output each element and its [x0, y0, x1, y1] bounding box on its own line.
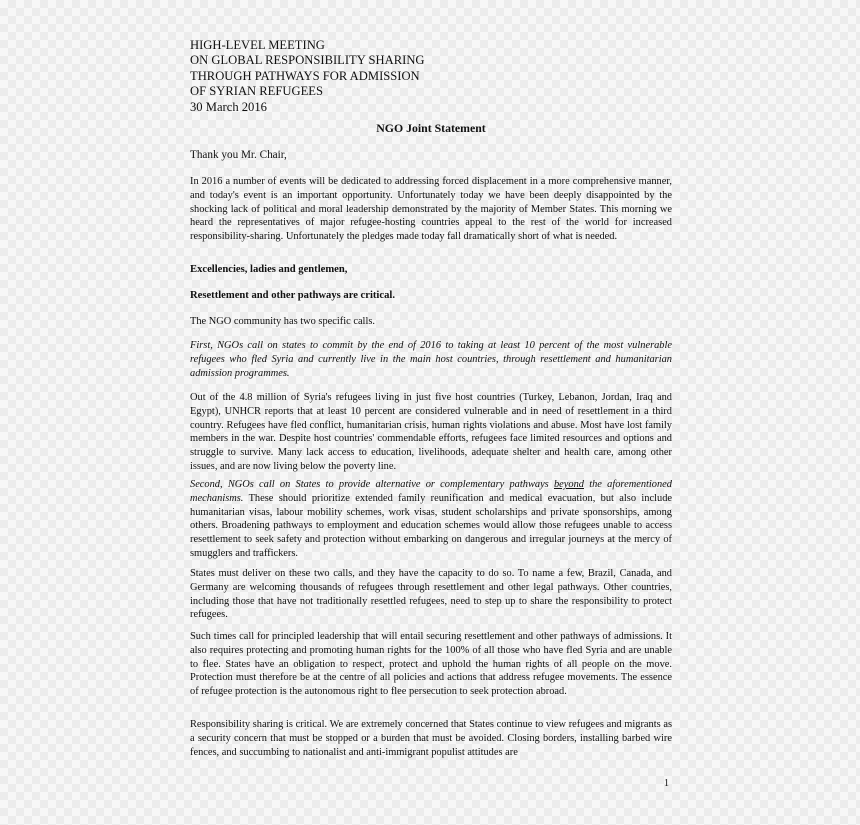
- resettlement-heading: Resettlement and other pathways are critical.: [190, 290, 395, 301]
- document-title: NGO Joint Statement: [376, 121, 486, 135]
- paragraph-second-call: [190, 478, 672, 561]
- paragraph-intro: In 2016 a number of events will be dedicated to addressing forced displacement in a more comprehensive manner, and today's event is an important opportunity. Unfortunately today we have been deeply disappointed by the shocking lack of political and moral leadership demonstrated by the majority of Member States. This morning we heard the representatives of major refugee-hosting countries appeal to the rest of the world for increased responsibility-sharing. Unfortunately the pledges made today fall dramatically short of what is needed.: [190, 176, 672, 243]
- paragraph-responsibility: Responsibility sharing is critical. We are extremely concerned that States continue to view refugees and migrants as a security concern that must be stopped or a burden that must be avoided. Closing borders, installing barbed wire fences, and succumbing to nationalist and anti-immigrant populist attitudes are: [190, 719, 672, 758]
- greeting: Thank you Mr. Chair,: [190, 149, 287, 161]
- second-call-underlined: beyond: [553, 479, 584, 490]
- paragraph-two-calls: The NGO community has two specific calls.: [190, 316, 375, 327]
- second-call-trail: the aforementioned mechanisms.: [190, 479, 672, 504]
- paragraph-such-times: Such times call for principled leadership that will entail securing resettlement and other pathways of admissions. It also requires protecting and promoting human rights for the 100% of all those who have fled Syria and are unable to flee. States have an obligation to respect, protect and uphold the human rights of all people on the move. Protection must therefore be at the centre of all policies and actions that address refugee movements. The essence of refugee protection is the autonomous right to flee persecution to seek protection abroad.: [190, 631, 672, 698]
- second-call-lead: Second, NGOs call on States to provide alternative or complementary pathways: [190, 479, 554, 490]
- page-number: 1: [664, 778, 669, 789]
- paragraph-states-must: States must deliver on these two calls, and they have the capacity to do so. To name a few, Brazil, Canada, and Germany are welcoming thousands of refugees through resettlement and other legal pathways. Other countries, including those that have not traditionally resettled refugees, need to step up to share the responsibility to protect refugees.: [190, 568, 672, 621]
- header-line-4: OF SYRIAN REFUGEES: [190, 84, 323, 99]
- header-date: 30 March 2016: [190, 99, 267, 114]
- paragraph-out-of: Out of the 4.8 million of Syria's refugees living in just five host countries (Turkey, Lebanon, Jordan, Iraq and Egypt), UNHCR reports that at least 10 percent are considered vulnerable and in need of resettlement in a third country. Refugees have fled conflict, humanitarian crisis, human rights violations and abuse. Most have lost family members in the war. Despite host countries' commendable efforts, refugees face limited resources and options and struggle to survive. Many lack access to education, livelihoods, adequate shelter and health care, among other issues, and are now living below the poverty line.: [190, 392, 672, 472]
- paragraph-first-call: First, NGOs call on states to commit by the end of 2016 to taking at least 10 percent of the most vulnerable refugees who fled Syria and currently live in the main host countries, through resettlement and humanitarian admission programmes.: [190, 340, 672, 379]
- header-line-1: HIGH-LEVEL MEETING: [190, 38, 325, 52]
- meeting-header: [190, 38, 425, 115]
- header-line-2: ON GLOBAL RESPONSIBILITY SHARING: [190, 53, 425, 68]
- second-call-rest: These should prioritize extended family reunification and medical evacuation, but also include humanitarian visas, labour mobility schemes, work visas, student scholarships and private sponsorships, among others. Broadening pathways to employment and education schemes would allow those refugees unable to access resettlement to seek safety and protection without embarking on dangerous and irregular journeys at the mercy of smugglers and traffickers.: [190, 492, 672, 559]
- header-line-3: THROUGH PATHWAYS FOR ADMISSION: [190, 68, 420, 83]
- excellencies-heading: Excellencies, ladies and gentlemen,: [190, 264, 348, 275]
